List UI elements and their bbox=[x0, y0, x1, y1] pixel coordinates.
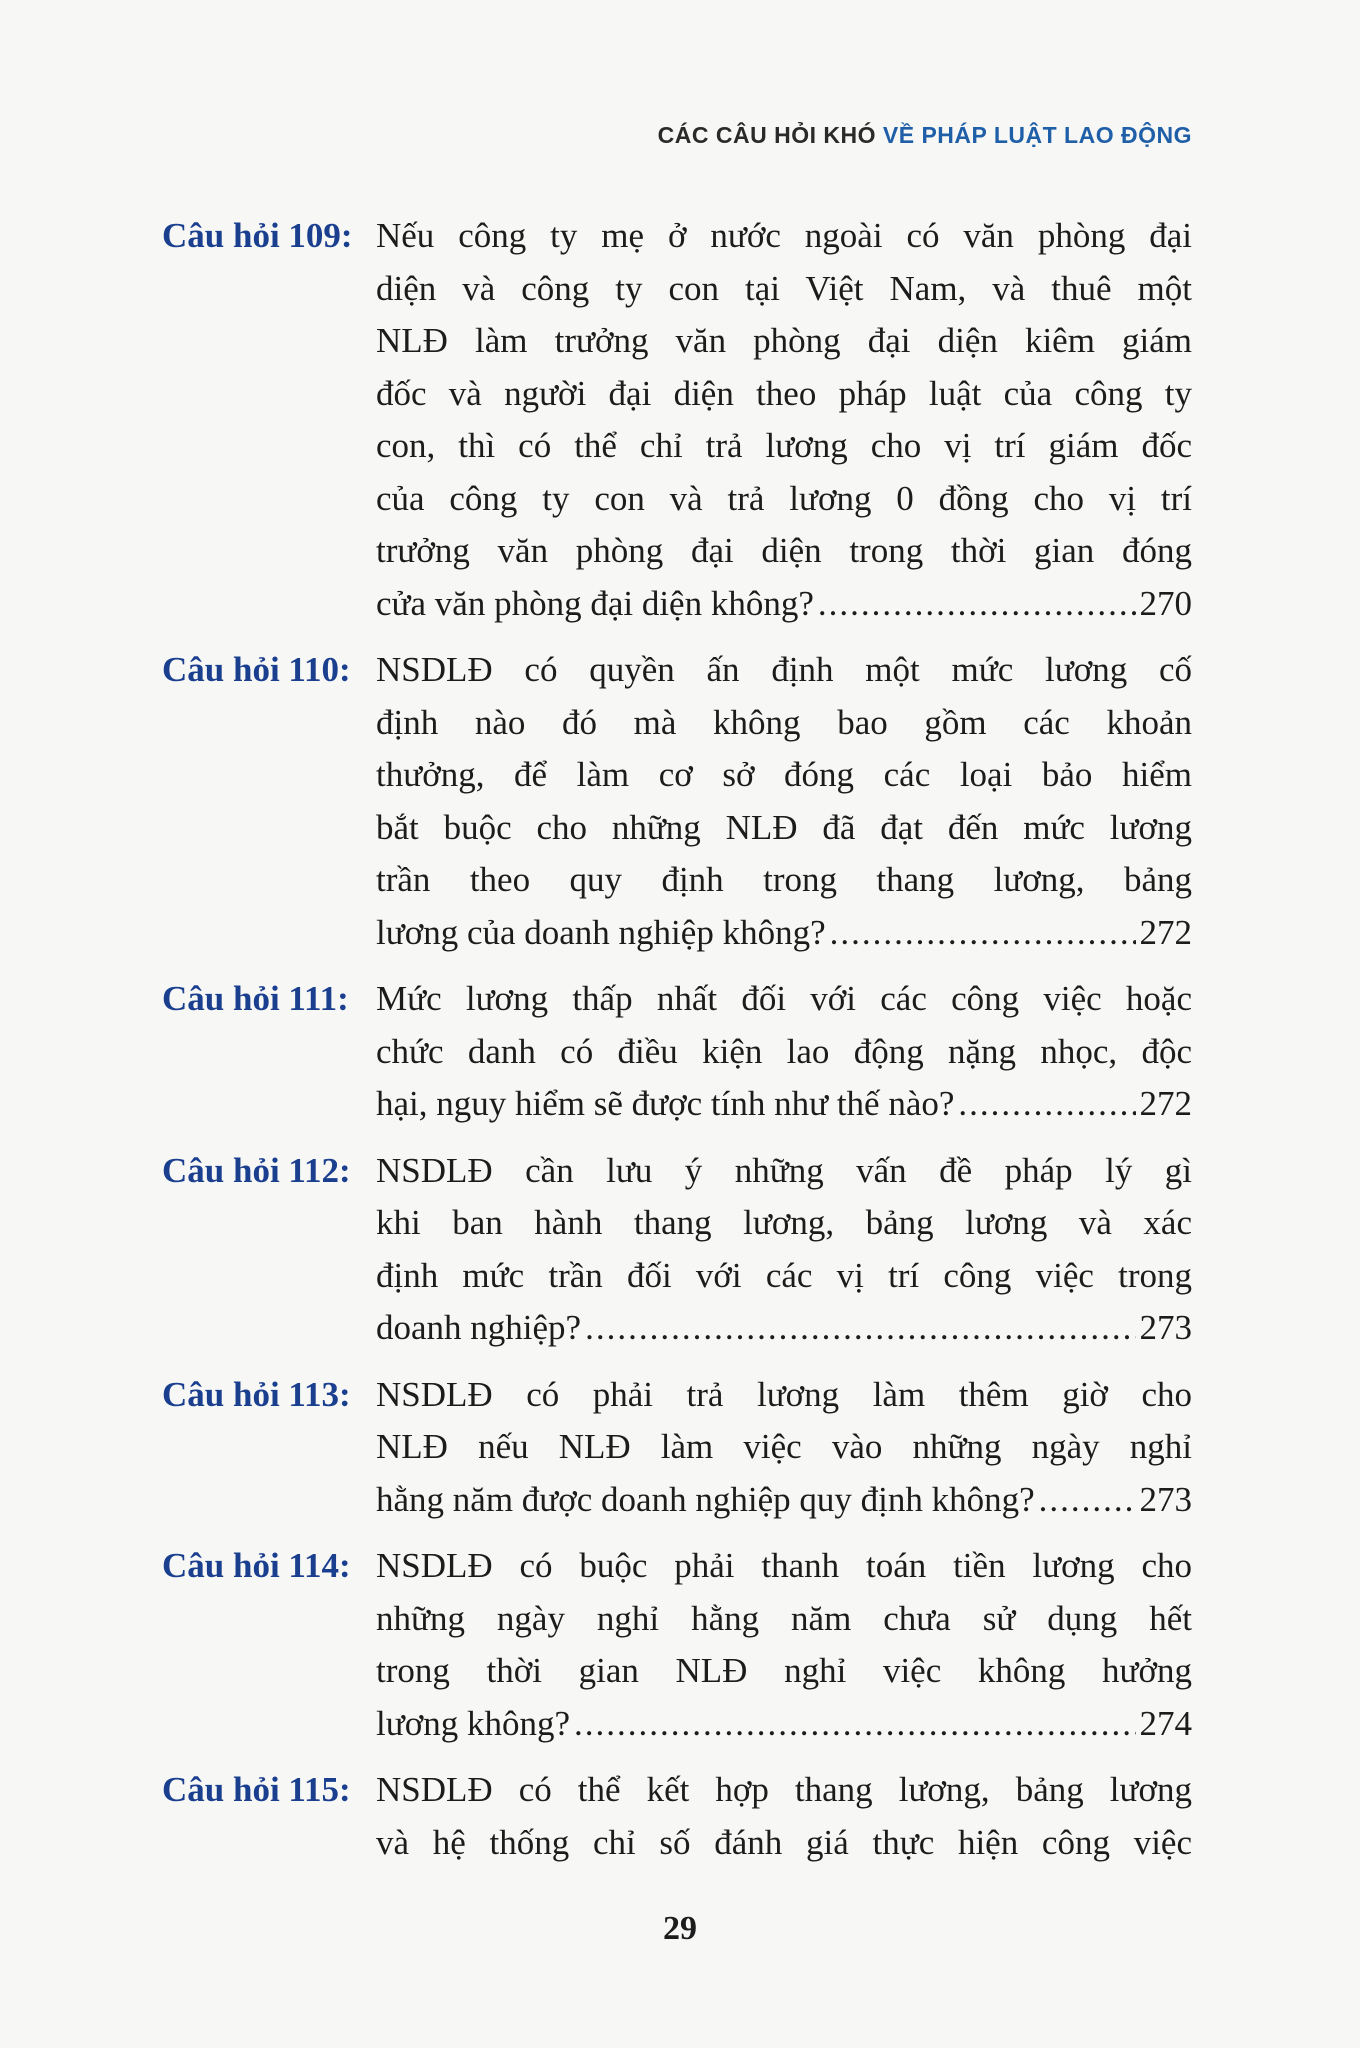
question-line: Mức lương thấp nhất đối với các công việc hoặc bbox=[376, 979, 1192, 1018]
question-text bbox=[376, 644, 1192, 959]
question-label: Câu hỏi 114: bbox=[162, 1546, 351, 1585]
toc-entry bbox=[162, 1369, 1192, 1527]
question-line: lương của doanh nghiệp không? bbox=[376, 912, 826, 952]
question-line: và hệ thống chỉ số đánh giá thực hiện công việc bbox=[376, 1822, 1192, 1862]
question-line: lương không? bbox=[376, 1703, 570, 1743]
question-text bbox=[376, 210, 1192, 630]
question-line: thưởng, để làm cơ sở đóng các loại bảo hiểm bbox=[376, 755, 1192, 794]
question-line: doanh nghiệp? bbox=[376, 1308, 582, 1347]
page-reference: 273 bbox=[1139, 1308, 1192, 1347]
question-last-line bbox=[376, 1302, 1192, 1355]
question-text bbox=[376, 1764, 1192, 1869]
dot-leader bbox=[958, 1078, 1135, 1131]
question-line: trong thời gian NLĐ nghỉ việc không hưởng bbox=[376, 1651, 1192, 1690]
question-text bbox=[376, 1540, 1192, 1750]
question-line: NSDLĐ có phải trả lương làm thêm giờ cho bbox=[376, 1374, 1192, 1414]
dot-leader bbox=[574, 1698, 1136, 1751]
question-label: Câu hỏi 115: bbox=[162, 1770, 351, 1809]
question-line: NLĐ làm trưởng văn phòng đại diện kiêm giám bbox=[376, 321, 1192, 360]
page-reference: 273 bbox=[1139, 1479, 1192, 1519]
dot-leader bbox=[585, 1302, 1135, 1355]
toc-entry bbox=[162, 1540, 1192, 1750]
question-line: NSDLĐ có thể kết hợp thang lương, bảng lương bbox=[376, 1770, 1192, 1809]
question-label: Câu hỏi 112: bbox=[162, 1150, 351, 1190]
question-line: NSDLĐ có quyền ấn định một mức lương cố bbox=[376, 650, 1192, 689]
question-line: bắt buộc cho những NLĐ đã đạt đến mức lương bbox=[376, 807, 1192, 847]
dot-leader bbox=[1039, 1474, 1136, 1527]
running-header bbox=[658, 122, 1192, 149]
question-last-line bbox=[376, 1698, 1192, 1751]
question-label: Câu hỏi 110: bbox=[162, 650, 351, 689]
question-label: Câu hỏi 111: bbox=[162, 979, 349, 1018]
page-reference: 270 bbox=[1139, 583, 1192, 623]
toc-entry bbox=[162, 644, 1192, 959]
page-reference: 272 bbox=[1139, 1084, 1192, 1123]
page-number: 29 bbox=[663, 1910, 697, 1947]
toc-entry bbox=[162, 1145, 1192, 1355]
dot-leader bbox=[818, 578, 1136, 631]
question-line: cửa văn phòng đại diện không? bbox=[376, 583, 814, 623]
question-line: đốc và người đại diện theo pháp luật của công ty bbox=[376, 373, 1192, 413]
page-reference: 272 bbox=[1139, 912, 1192, 952]
page-reference: 274 bbox=[1139, 1703, 1192, 1743]
question-last-line bbox=[376, 578, 1192, 631]
question-line: hằng năm được doanh nghiệp quy định không? bbox=[376, 1479, 1035, 1519]
toc-entry bbox=[162, 1764, 1192, 1869]
question-text bbox=[376, 973, 1192, 1131]
toc-entry bbox=[162, 210, 1192, 630]
question-line: định mức trần đối với các vị trí công việc trong bbox=[376, 1255, 1192, 1295]
question-text bbox=[376, 1369, 1192, 1527]
question-line: diện và công ty con tại Việt Nam, và thuê một bbox=[376, 268, 1192, 308]
question-line: những ngày nghỉ hằng năm chưa sử dụng hết bbox=[376, 1598, 1192, 1638]
question-last-line bbox=[376, 1474, 1192, 1527]
question-line: NSDLĐ có buộc phải thanh toán tiền lương cho bbox=[376, 1546, 1192, 1585]
running-header-part1: CÁC CÂU HỎI KHÓ bbox=[657, 122, 883, 148]
question-text bbox=[376, 1145, 1192, 1355]
toc-entry bbox=[162, 973, 1192, 1131]
question-last-line bbox=[376, 907, 1192, 960]
running-header-part2: VỀ PHÁP LUẬT LAO ĐỘNG bbox=[882, 122, 1192, 148]
question-line: trần theo quy định trong thang lương, bảng bbox=[376, 860, 1192, 899]
question-line: khi ban hành thang lương, bảng lương và xác bbox=[376, 1203, 1192, 1242]
table-of-contents bbox=[162, 210, 1192, 1883]
dot-leader bbox=[830, 907, 1136, 960]
question-line: NSDLĐ cần lưu ý những vấn đề pháp lý gì bbox=[376, 1150, 1192, 1190]
question-label: Câu hỏi 113: bbox=[162, 1374, 351, 1414]
question-label: Câu hỏi 109: bbox=[162, 216, 353, 255]
question-line: của công ty con và trả lương 0 đồng cho vị trí bbox=[376, 478, 1192, 518]
question-line: hại, nguy hiểm sẽ được tính như thế nào? bbox=[376, 1084, 955, 1123]
question-line: trưởng văn phòng đại diện trong thời gian đóng bbox=[376, 531, 1192, 570]
question-line: định nào đó mà không bao gồm các khoản bbox=[376, 702, 1192, 742]
question-line: con, thì có thể chỉ trả lương cho vị trí giám đốc bbox=[376, 426, 1192, 465]
question-line: chức danh có điều kiện lao động nặng nhọc, độc bbox=[376, 1031, 1192, 1071]
question-last-line bbox=[376, 1078, 1192, 1131]
question-line: Nếu công ty mẹ ở nước ngoài có văn phòng đại bbox=[376, 216, 1192, 255]
question-line: NLĐ nếu NLĐ làm việc vào những ngày nghỉ bbox=[376, 1427, 1192, 1466]
